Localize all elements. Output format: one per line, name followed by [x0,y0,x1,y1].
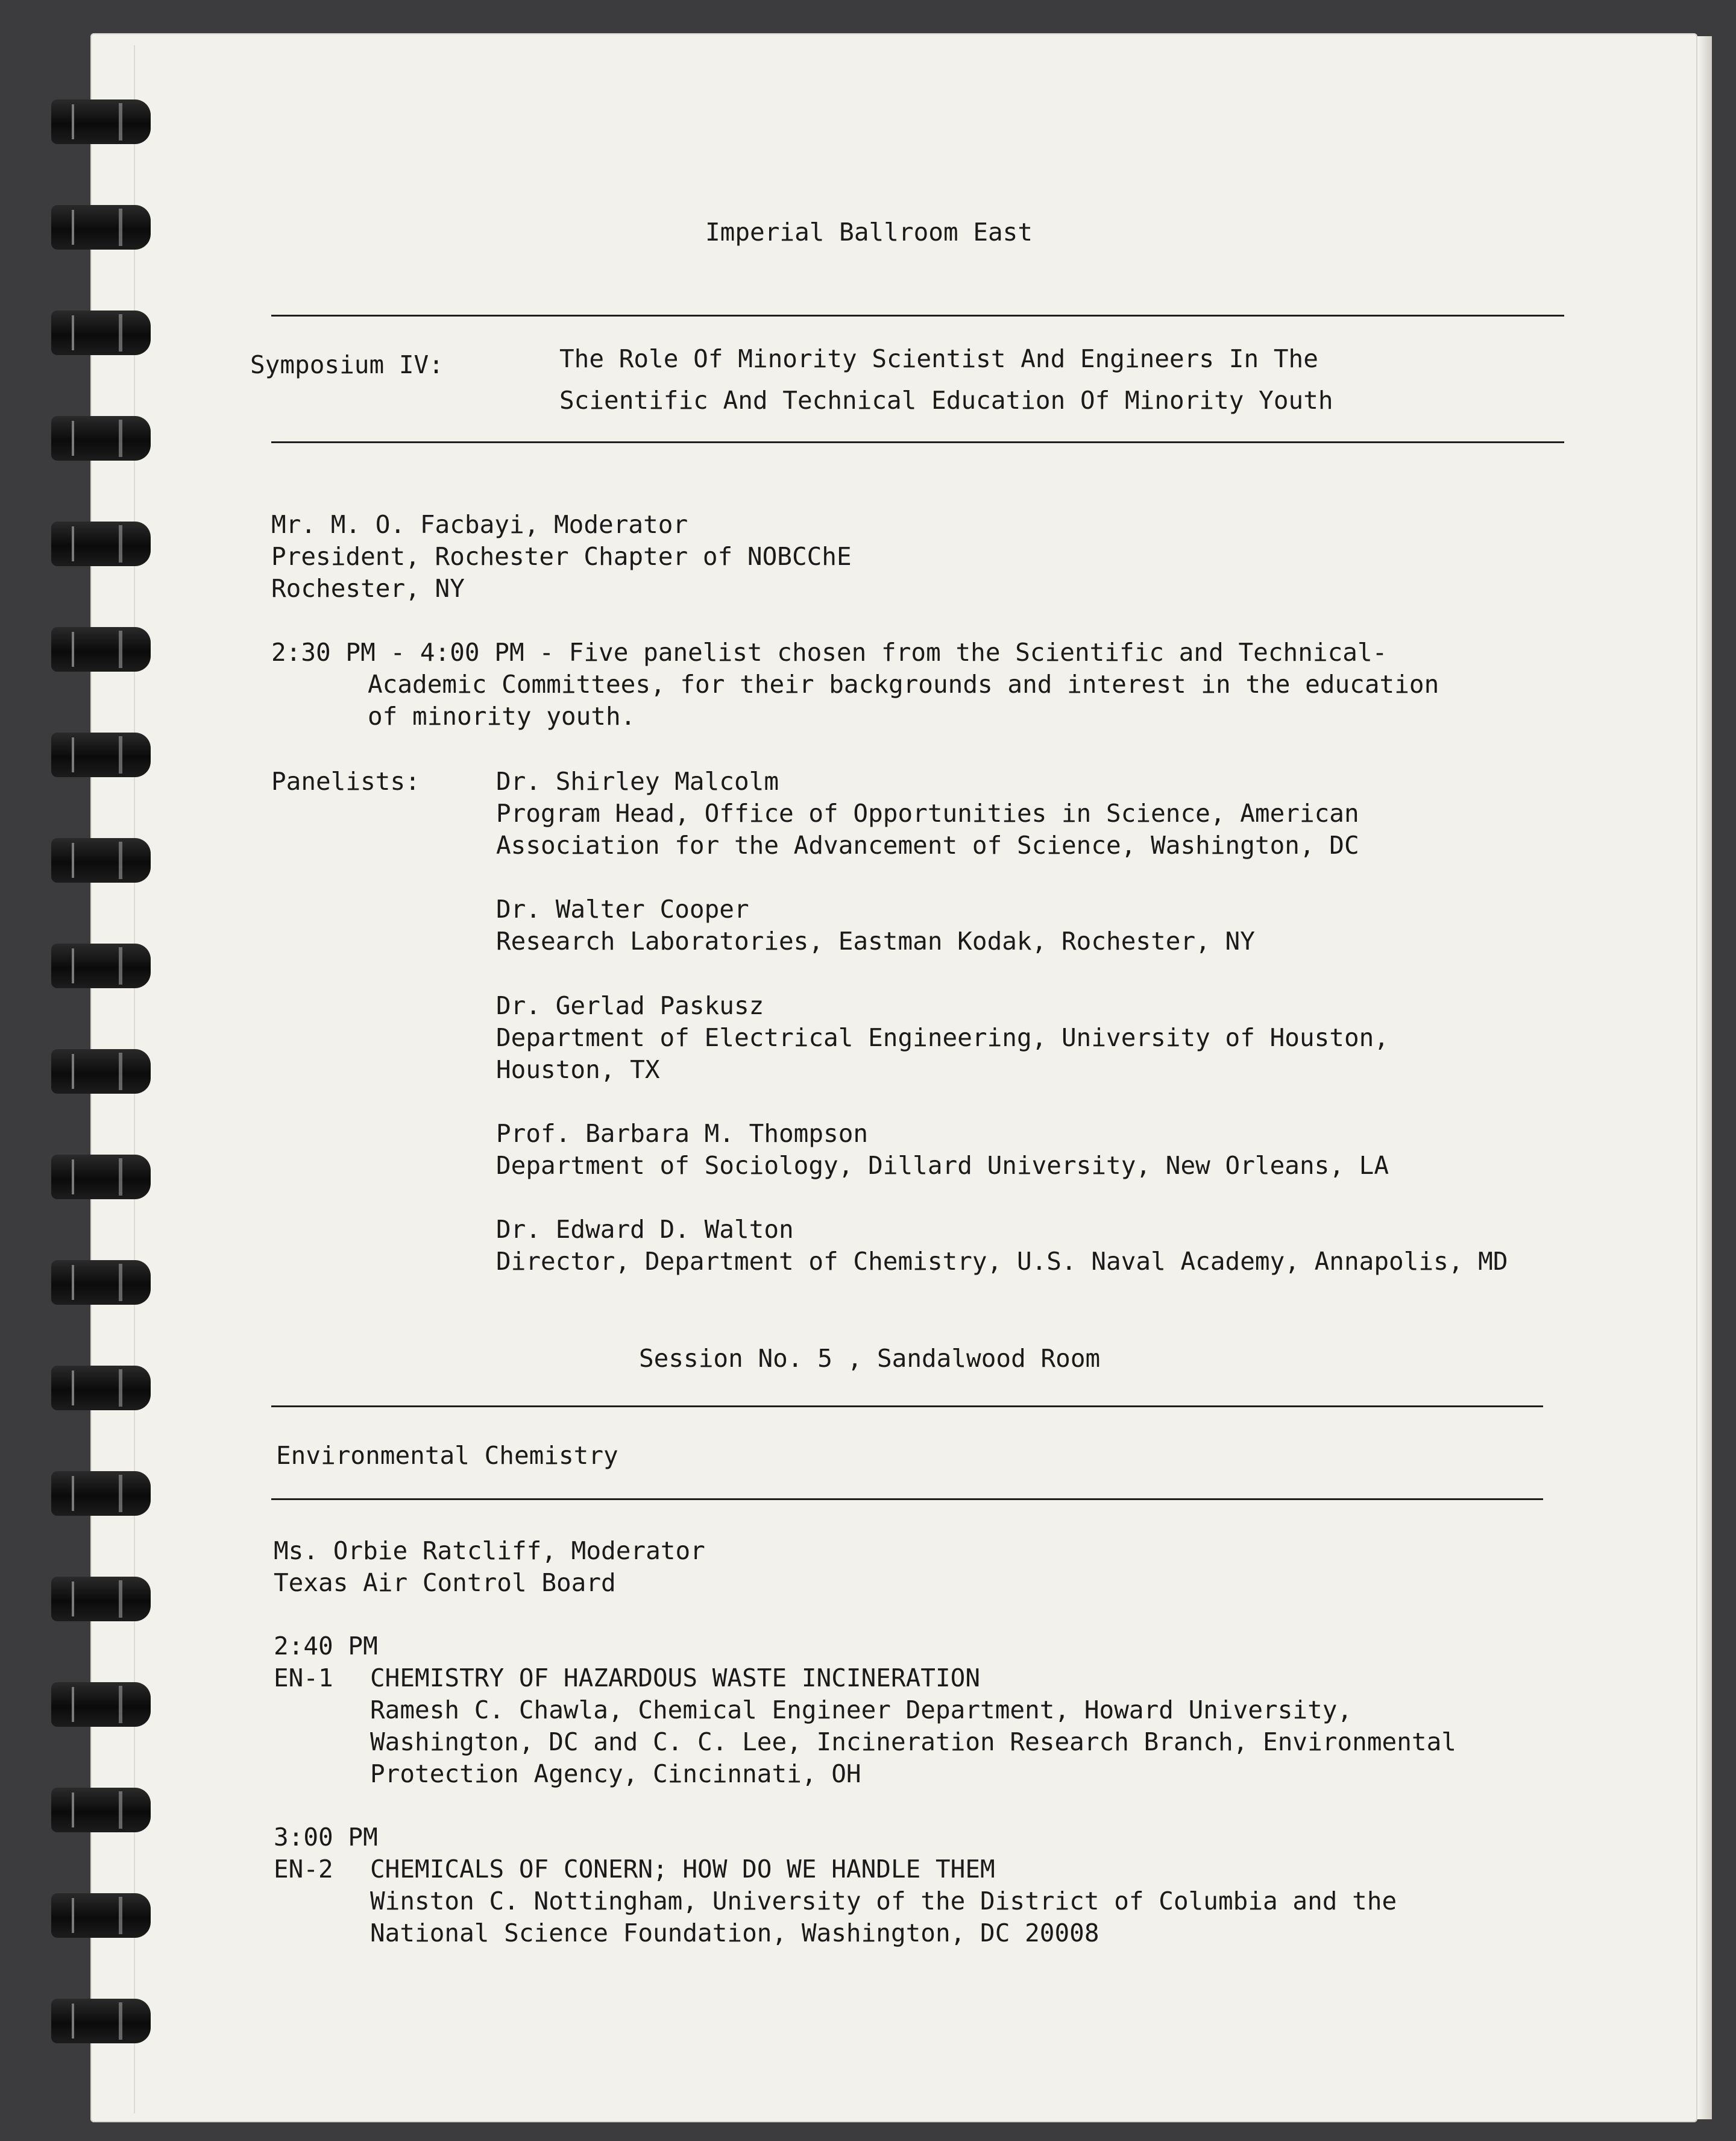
paper-author-line: Ramesh C. Chawla, Chemical Engineer Department, Howard University, [370,1695,1353,1724]
binding-coil [51,1893,151,1938]
paper-author-line: Protection Agency, Cincinnati, OH [370,1759,861,1788]
moderator-role: President, Rochester Chapter of NOBCChE [271,542,852,571]
panel-description-line: 2:30 PM - 4:00 PM - Five panelist chosen from the Scientific and Technical- [271,638,1388,667]
binding-coil [51,416,151,461]
panelist-name: Dr. Gerlad Paskusz [496,991,764,1020]
paper-time: 3:00 PM [274,1823,378,1852]
divider-rule [271,441,1564,443]
binding-coil [51,1788,151,1832]
binding-coil [51,733,151,777]
panelist-affiliation: Department of Electrical Engineering, University of Houston, [496,1023,1389,1052]
section-title: Environmental Chemistry [276,1441,618,1470]
paper-code: EN-2 [274,1855,333,1884]
symposium-title-line: Scientific And Technical Education Of Minority Youth [559,386,1333,415]
room-heading: Imperial Ballroom East [705,218,1033,247]
moderator-name: Mr. M. O. Facbayi, Moderator [271,510,688,539]
panelist-affiliation: Director, Department of Chemistry, U.S. Naval Academy, Annapolis, MD [496,1247,1508,1276]
panel-description-line: of minority youth. [368,702,636,731]
moderator-name: Ms. Orbie Ratcliff, Moderator [274,1536,705,1565]
paper-author-line: National Science Foundation, Washington, DC 20008 [370,1919,1099,1947]
panelist-affiliation: Houston, TX [496,1055,660,1084]
symposium-label: Symposium IV: [250,350,444,379]
panelist-name: Dr. Edward D. Walton [496,1215,794,1244]
session-heading: Session No. 5 , Sandalwood Room [639,1344,1101,1373]
binding-coil [51,1577,151,1621]
binding-coil [51,1366,151,1410]
panelist-affiliation: Program Head, Office of Opportunities in Science, American [496,799,1359,828]
paper-title: CHEMISTRY OF HAZARDOUS WASTE INCINERATION [370,1663,981,1692]
binding-coil [51,1049,151,1094]
binding-coil [51,1999,151,2043]
binding-coil [51,944,151,988]
binding-coil [51,99,151,144]
moderator-location: Rochester, NY [271,574,465,603]
panelist-name: Dr. Walter Cooper [496,895,749,924]
binding-coil [51,1155,151,1199]
binding-coil [51,1682,151,1727]
binding-coil [51,627,151,672]
panelists-label: Panelists: [271,767,420,796]
divider-rule [271,315,1564,317]
binding-coil [51,1260,151,1305]
binding-coil [51,205,151,250]
panelist-affiliation: Research Laboratories, Eastman Kodak, Rochester, NY [496,927,1255,956]
divider-rule [271,1498,1543,1500]
symposium-title-line: The Role Of Minority Scientist And Engineers In The [559,344,1318,373]
panelist-name: Dr. Shirley Malcolm [496,767,779,796]
paper-author-line: Winston C. Nottingham, University of the District of Columbia and the [370,1887,1397,1916]
binding-coil [51,522,151,566]
panel-description-line: Academic Committees, for their backgrounds and interest in the education [368,670,1439,699]
moderator-organization: Texas Air Control Board [274,1568,616,1597]
panelist-name: Prof. Barbara M. Thompson [496,1119,869,1148]
paper-author-line: Washington, DC and C. C. Lee, Incineration Research Branch, Environmental [370,1727,1456,1756]
paper-code: EN-1 [274,1663,333,1692]
binding-coil [51,311,151,355]
panelist-affiliation: Department of Sociology, Dillard University, New Orleans, LA [496,1151,1389,1180]
paper-time: 2:40 PM [274,1632,378,1660]
binding-coil [51,838,151,883]
divider-rule [271,1405,1543,1407]
panelist-affiliation: Association for the Advancement of Science, Washington, DC [496,831,1359,860]
binding-coil [51,1471,151,1516]
paper-title: CHEMICALS OF CONERN; HOW DO WE HANDLE THEM [370,1855,995,1884]
